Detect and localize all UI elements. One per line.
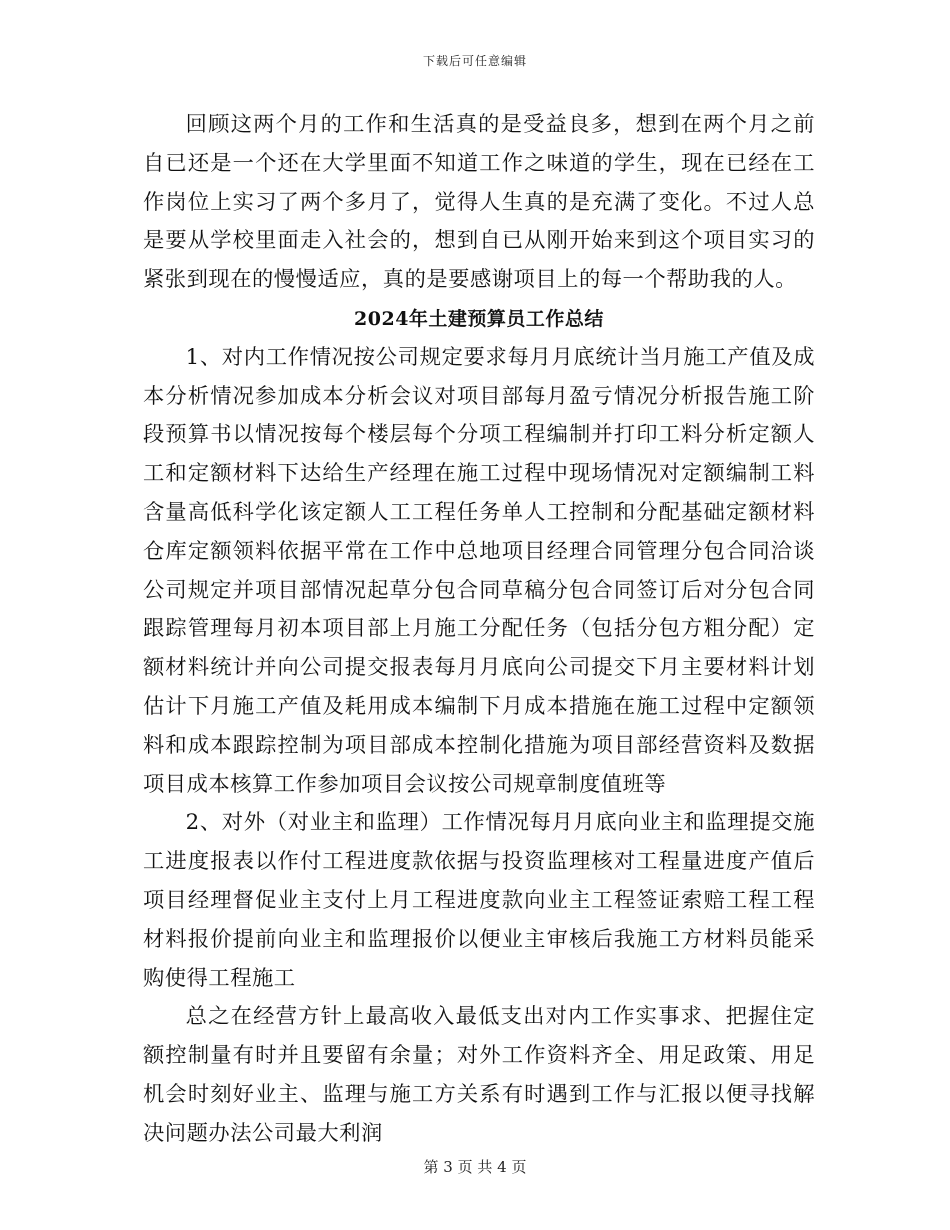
paragraph-internal-work: 1、对内工作情况按公司规定要求每月月底统计当月施工产值及成本分析情况参加成本分析会议对项目部每月盈亏情况分析报告施工阶段预算书以情况按每个楼层每个分项工程编制并打印工料分析定额人工和定额材料下达给生产经理在施工过程中现场情况对定额编制工料含量高低科学化该定额人工工程任务单人工控制和分配基础定额材料仓库定额领料依据平常在工作中总地项目经理合同管理分包合同洽谈公司规定并项目部情况起草分包合同草稿分包合同签订后对分包合同跟踪管理每月初本项目部上月施工分配任务（包括分包方粗分配）定额材料统计并向公司提交报表每月月底向公司提交下月主要材料计划估计下月施工产值及耗用成本编制下月成本措施在施工过程中定额领料和成本跟踪控制为项目部成本控制化措施为项目部经营资料及数据项目成本核算工作参加项目会议按公司规章制度值班等 — [143, 344, 815, 797]
document-body — [143, 106, 815, 1154]
page-header: 下载后可任意编辑 — [422, 54, 527, 68]
page-number-footer: 第 3 页 共 4 页 — [423, 1158, 527, 1176]
intro-paragraph: 回顾这两个月的工作和生活真的是受益良多，想到在两个月之前自已还是一个还在大学里面不知道工作之味道的学生，现在已经在工作岗位上实习了两个多月了，觉得人生真的是充满了变化。不过人总是要从学校里面走入社会的，想到自已从刚开始来到这个项目实习的紧张到现在的慢慢适应，真的是要感谢项目上的每一个帮助我的人。 — [143, 112, 815, 293]
section-title: 2024年土建预算员工作总结 — [354, 307, 604, 330]
paragraph-external-work: 2、对外（对业主和监理）工作情况每月月底向业主和监理提交施工进度报表以作付工程进度款依据与投资监理核对工程量进度产值后项目经理督促业主支付上月工程进度款向业主工程签证索赔工程工程材料报价提前向业主和监理报价以便业主审核后我施工方材料员能采购使得工程施工 — [143, 810, 815, 991]
conclusion-paragraph: 总之在经营方针上最高收入最低支出对内工作实事求、把握住定额控制量有时并且要留有余量；对外工作资料齐全、用足政策、用足机会时刻好业主、监理与施工方关系有时遇到工作与汇报以便寻找解决问题办法公司最大利润 — [143, 1004, 815, 1146]
